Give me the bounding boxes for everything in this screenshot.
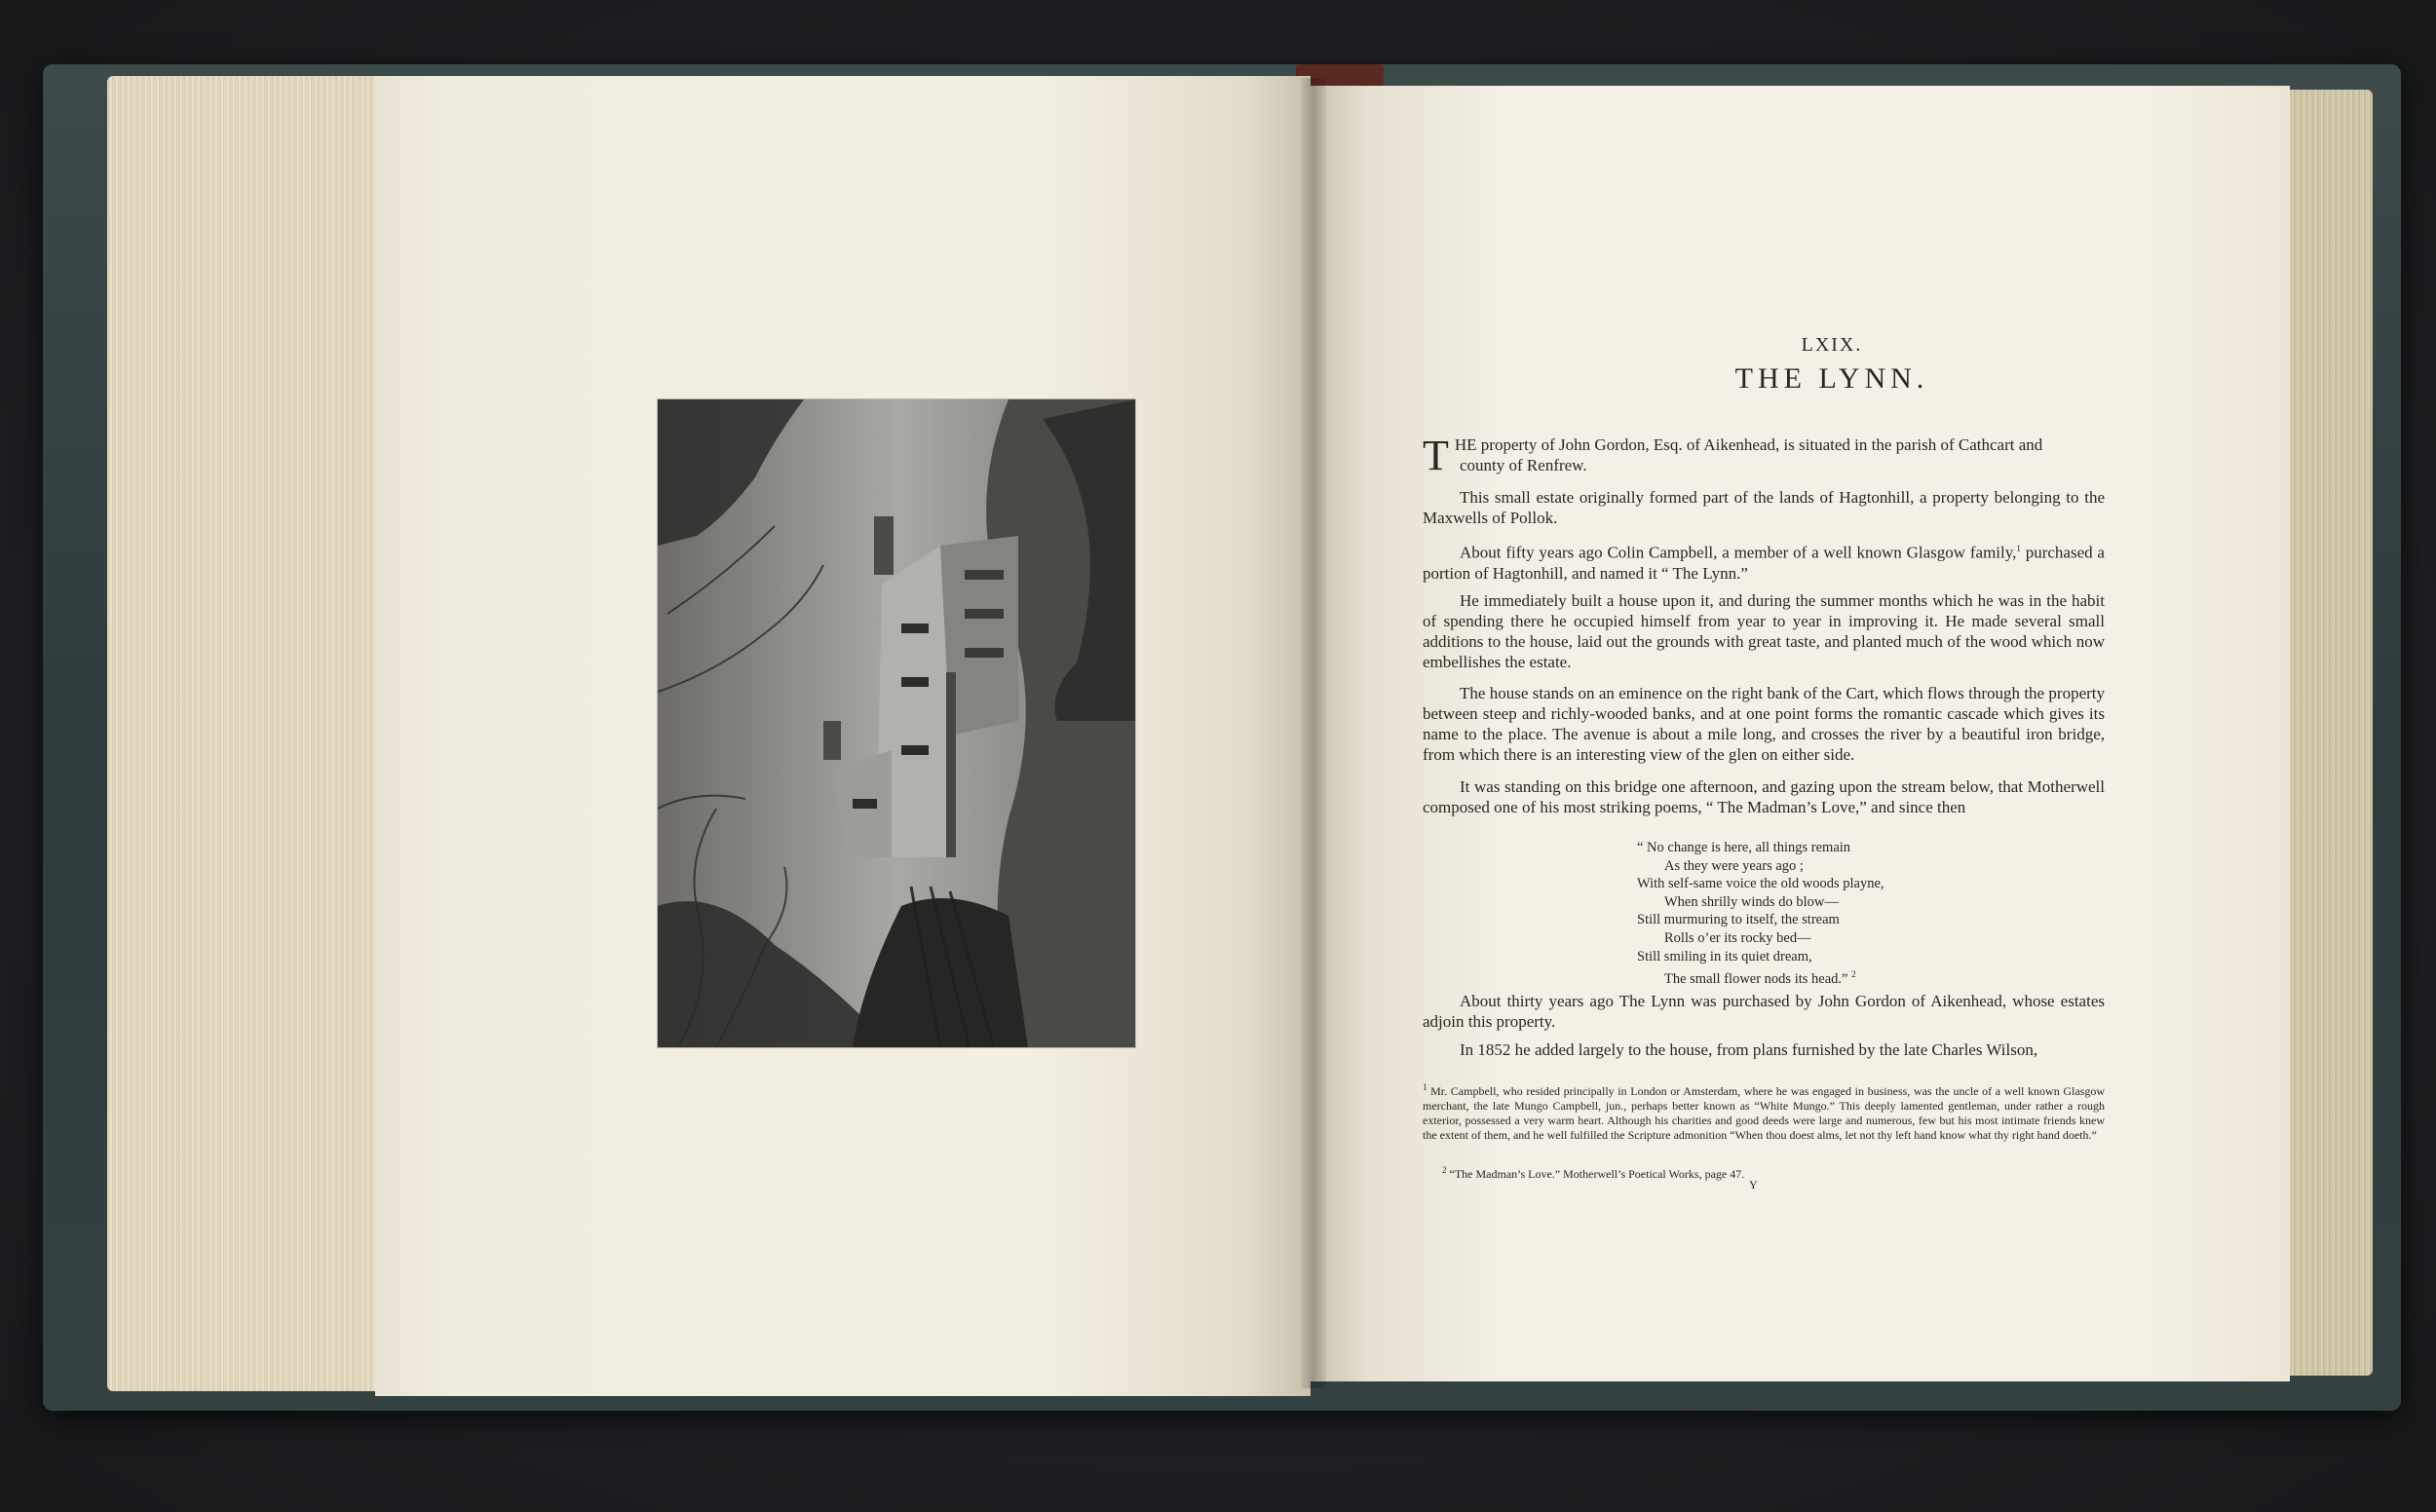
poem-line — [1637, 965, 1949, 988]
house-photograph — [658, 399, 1135, 1047]
paragraph-1 — [1423, 432, 2105, 479]
poem-line: With self-same voice the old woods playne, — [1637, 876, 1884, 892]
paragraph-1-line-1: HE property of John Gordon, Esq. of Aikenhead, is situated in the parish of Cathcart and — [1454, 435, 2043, 454]
chapter-title: THE LYNN. — [1734, 362, 1929, 395]
paragraph-4: He immediately built a house upon it, and during the summer months which he was in the habit of spending there he occupied himself from year to year in improving it. He made several small additions to the house, laid out the grounds with great taste, and planted much of the wood which now embellishes the estate. — [1423, 591, 2105, 671]
footnote-2-mark: 2 — [1442, 1165, 1447, 1175]
footnote-ref-2[interactable]: 2 — [1851, 969, 1856, 980]
chapter-numeral: LXIX. — [1801, 334, 1863, 356]
footnote-2-text: “The Madman’s Love.” Motherwell’s Poetical Works, page 47. — [1446, 1167, 1745, 1181]
footnote-ref-1[interactable]: 1 — [2016, 544, 2021, 553]
paragraph-1-line-2: county of Renfrew. — [1460, 456, 1587, 474]
paragraph-2: This small estate originally formed part of the lands of Hagtonhill, a property belonging to the Maxwells of Pollok. — [1423, 488, 2105, 527]
paragraph-5: The house stands on an eminence on the right bank of the Cart, which flows through the property between steep and richly-wooded banks, and at one point forms the romantic cascade which gives its name to the place. The avenue is about a mile long, and crosses the river by a beautiful iron bridge, from which there is an interesting view of the glen on either side. — [1423, 684, 2105, 764]
poem-line: As they were years ago ; — [1664, 857, 1804, 874]
paragraph-3-text-2: purchased a portion of Hagtonhill, and named it “ The Lynn.” — [1423, 543, 2105, 583]
footnote-1 — [1423, 1080, 2105, 1143]
poem-line: Still smiling in its quiet dream, — [1637, 948, 1812, 964]
poem-line: When shrilly winds do blow— — [1664, 893, 1839, 910]
paragraph-7: About thirty years ago The Lynn was purchased by John Gordon of Aikenhead, whose estates adjoin this property. — [1423, 992, 2105, 1031]
poem-last-line: The small flower nods its head.” — [1664, 970, 1848, 987]
book-gutter — [1301, 78, 1326, 1388]
poem-quotation — [1637, 839, 1949, 989]
footnote-1-mark: 1 — [1423, 1082, 1427, 1092]
page-edges-right — [2285, 90, 2373, 1376]
footnote-1-text: Mr. Campbell, who resided principally in London or Amsterdam, where he was engaged in business, was the uncle of a well known Glasgow merchant, the late Mungo Campbell, jun., perhaps better known as “White Mungo.” This deeply lamented gentleman, under rather a rough exterior, possessed a very warm heart. Although his charities and good deeds were large and numerous, few but his most intimate friends knew the extent of them, and he well fulfilled the Scripture admonition “When thou doest alms, let not thy left hand know what thy right hand doeth.” — [1423, 1084, 2105, 1142]
paragraph-8: In 1852 he added largely to the house, from plans furnished by the late Charles Wilson, — [1460, 1040, 2038, 1059]
paragraph-3 — [1423, 539, 2105, 584]
poem-line: “ No change is here, all things remain — [1637, 840, 1851, 855]
paragraph-6: It was standing on this bridge one afternoon, and gazing upon the stream below, that Motherwell composed one of his most striking poems, “ The Madman’s Love,” and since then — [1423, 777, 2105, 816]
paragraph-3-text: About fifty years ago Colin Campbell, a member of a well known Glasgow family, — [1460, 543, 2017, 562]
poem-line: Still murmuring to itself, the stream — [1637, 912, 1840, 928]
signature-mark: Y — [1749, 1178, 1758, 1191]
poem-line: Rolls o’er its rocky bed— — [1664, 929, 1811, 946]
drop-cap: T — [1423, 432, 1449, 479]
footnote-2 — [1442, 1163, 2124, 1182]
page-edges-left — [107, 76, 395, 1391]
